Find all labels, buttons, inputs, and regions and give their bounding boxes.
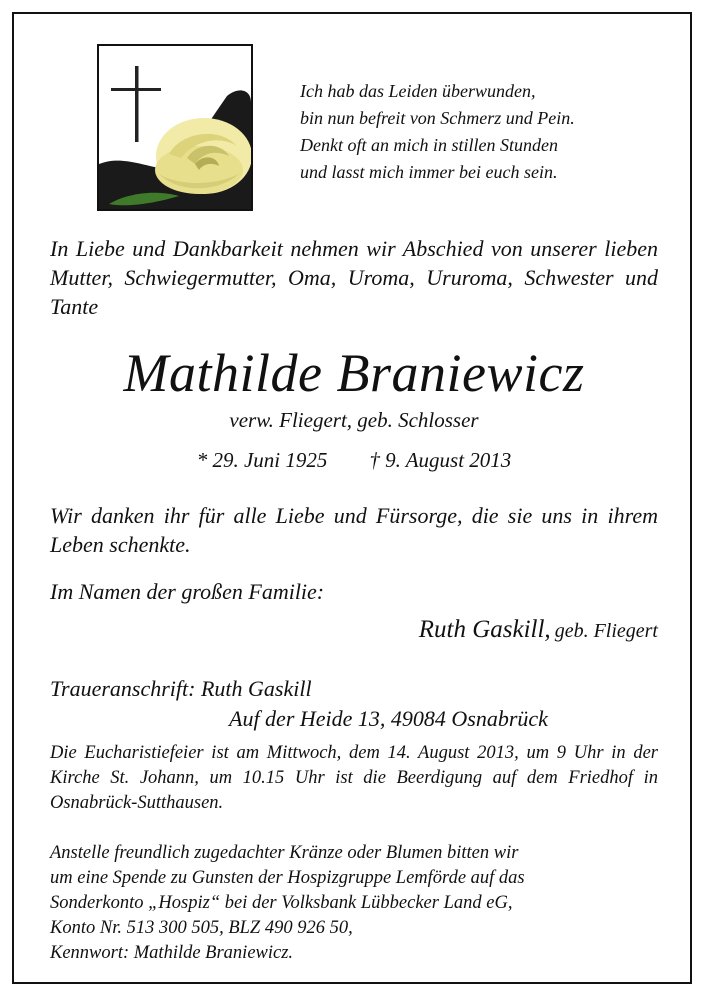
cross-icon bbox=[111, 66, 161, 142]
poem-line: bin nun befreit von Schmerz und Pein. bbox=[300, 108, 575, 128]
rose-icon bbox=[155, 118, 251, 194]
life-dates bbox=[0, 446, 708, 474]
donation-line: Anstelle freundlich zugedachter Kränze oder Blumen bitten wir bbox=[50, 843, 519, 863]
donation-request bbox=[50, 841, 658, 966]
birth-date: * 29. Juni 1925 bbox=[196, 448, 328, 472]
intro-text: In Liebe und Dankbarkeit nehmen wir Abschied von unserer lieben Mutter, Schwiegermutter, Oma, Uroma, Ururoma, Schwester und Tante bbox=[50, 236, 658, 319]
memorial-photo bbox=[97, 44, 253, 211]
signer bbox=[419, 616, 658, 644]
deceased-maiden-name: verw. Fliegert, geb. Schlosser bbox=[229, 408, 479, 432]
memorial-photo-svg bbox=[99, 46, 251, 209]
poem-line: Ich hab das Leiden überwunden, bbox=[300, 81, 536, 101]
poem-line: Denkt oft an mich in stillen Stunden bbox=[300, 135, 558, 155]
address-line-1: Traueranschrift: Ruth Gaskill bbox=[50, 676, 312, 701]
mass-announcement: Die Eucharistiefeier ist am Mittwoch, dem 14. August 2013, um 9 Uhr in der Kirche St. Johann, um 10.15 Uhr ist die Beerdigung auf dem Friedhof in Osnabrück-Sutthausen. bbox=[50, 743, 658, 813]
signer-birth-name: geb. Fliegert bbox=[554, 620, 658, 642]
deceased-name: Mathilde Braniewicz bbox=[123, 343, 585, 403]
poem-line: und lasst mich immer bei euch sein. bbox=[300, 162, 558, 182]
family-line: Im Namen der großen Familie: bbox=[50, 579, 325, 604]
donation-line: Kennwort: Mathilde Braniewicz. bbox=[50, 943, 294, 963]
donation-line: Konto Nr. 513 300 505, BLZ 490 926 50, bbox=[50, 918, 353, 938]
death-date: † 9. August 2013 bbox=[369, 448, 512, 472]
address-line-2: Auf der Heide 13, 49084 Osnabrück bbox=[229, 706, 548, 731]
signer-name: Ruth Gaskill, bbox=[418, 616, 551, 643]
donation-line: Sonderkonto „Hospiz“ bei der Volksbank Lübbecker Land eG, bbox=[50, 893, 513, 913]
poem bbox=[300, 78, 680, 186]
thanks-text: Wir danken ihr für alle Liebe und Fürsorge, die sie uns in ihrem Leben schenkte. bbox=[50, 503, 658, 557]
donation-line: um eine Spende zu Gunsten der Hospizgruppe Lemförde auf das bbox=[50, 868, 525, 888]
